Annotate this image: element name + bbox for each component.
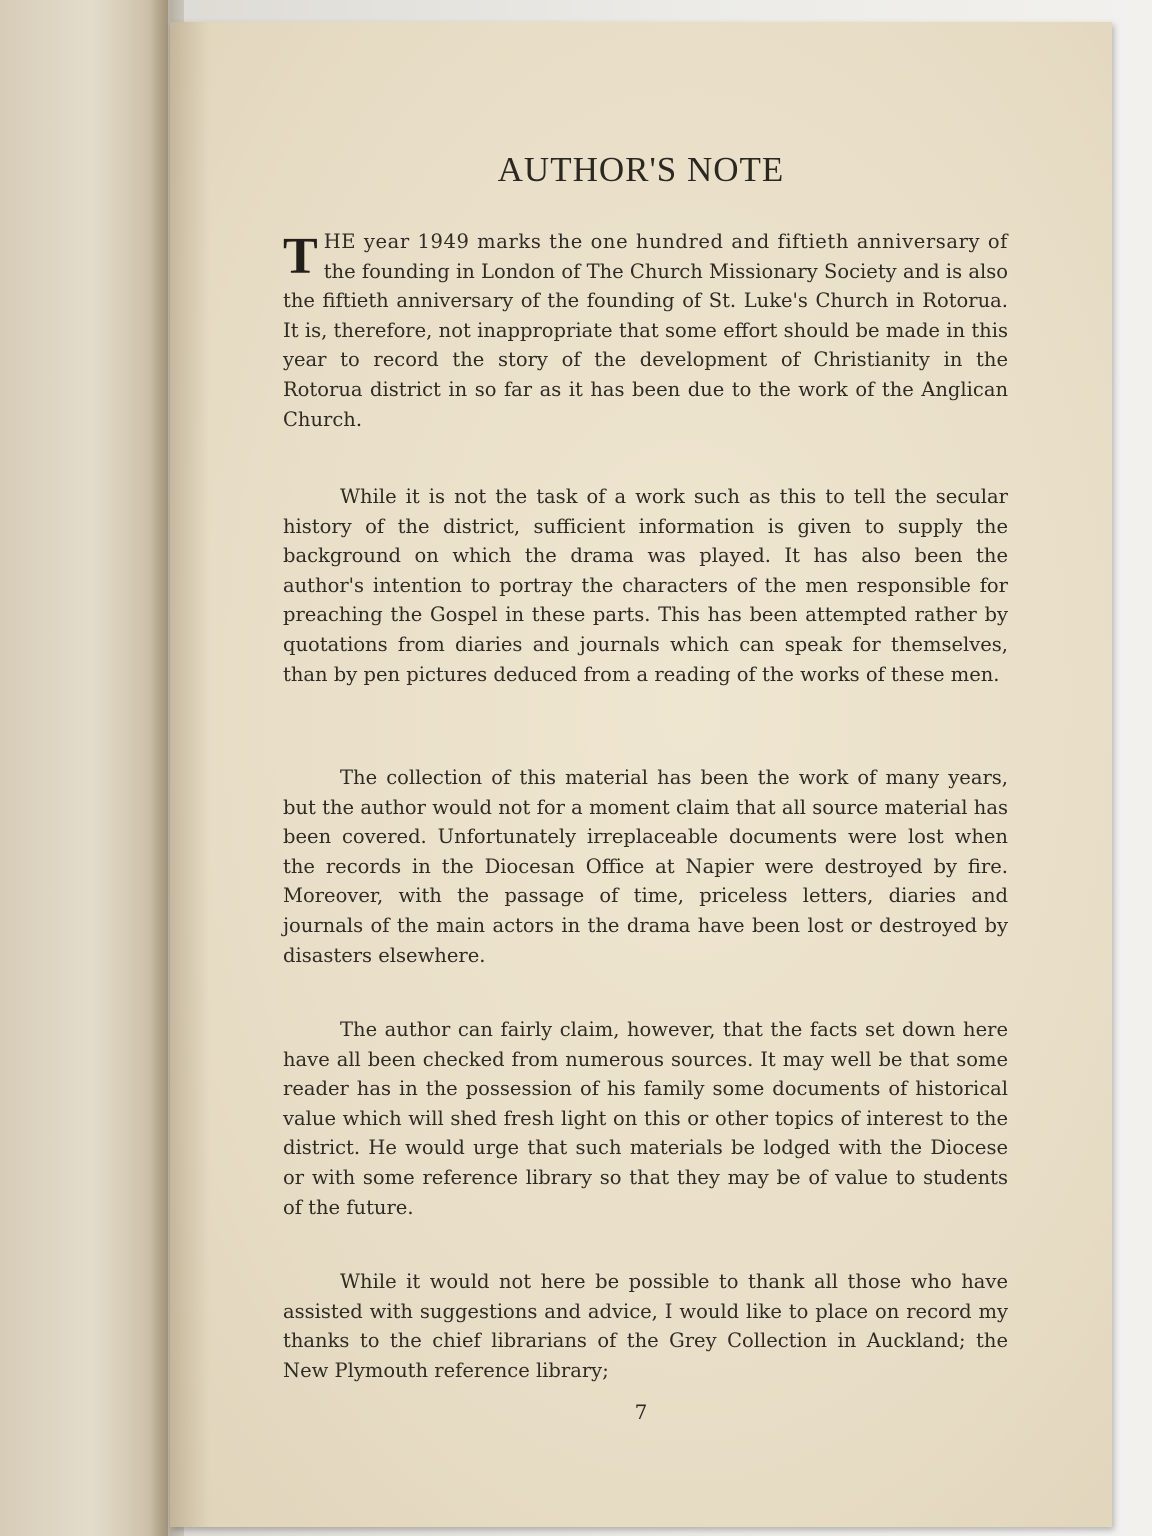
- paragraph-3: [283, 763, 1008, 970]
- page-number: 7: [634, 1400, 648, 1424]
- page-gutter-shade: [170, 22, 210, 1527]
- paragraph-1-text: HE year 1949 marks the one hundred and fiftieth anniversary of the founding in London of The Church Missionary Society and is also the fiftieth anniversary of the founding of St. Luke's Church in Rotorua. It is, therefore, not inappropriate that some effort should be made in this year to record the story of the development of Christianity in the Rotorua district in so far as it has been due to the work of the Anglican Church.: [283, 230, 1008, 431]
- paragraph-4-text: The author can fairly claim, however, that the facts set down here have all been checked from numerous sources. It may well be that some reader has in the possession of his family some documents of historical value which will shed fresh light on this or other topics of interest to the district. He would urge that such materials be lodged with the Diocese or with some reference library so that they may be of value to students of the future.: [283, 1018, 1008, 1219]
- paragraph-3-text: The collection of this material has been the work of many years, but the author would not for a moment claim that all source material has been covered. Unfortunately irreplaceable documents were lost when the records in the Diocesan Office at Napier were destroyed by fire. Moreover, with the passage of time, priceless letters, diaries and journals of the main actors in the drama have been lost or destroyed by disasters elsewhere.: [283, 766, 1008, 967]
- paragraph-5-text: While it would not here be possible to thank all those who have assisted with suggestions and advice, I would like to place on record my thanks to the chief librarians of the Grey Collection in Auckland; the New Plymouth reference library;: [283, 1270, 1008, 1382]
- paragraph-5: [283, 1267, 1008, 1385]
- paragraph-4: [283, 1015, 1008, 1222]
- drop-cap: T: [283, 228, 318, 285]
- paragraph-2: [283, 482, 1008, 689]
- paragraph-2-text: While it is not the task of a work such as this to tell the secular history of the district, sufficient information is given to supply the background on which the drama was played. It has also been the author's intention to portray the characters of the men responsible for preaching the Gospel in these parts. This has been attempted rather by quotations from diaries and journals which can speak for themselves, than by pen pictures deduced from a reading of the works of these men.: [283, 485, 1008, 686]
- paragraph-1: [283, 227, 1008, 434]
- left-page-edge: [0, 0, 168, 1536]
- page-title: AUTHOR'S NOTE: [497, 150, 785, 189]
- book-page: [170, 22, 1112, 1527]
